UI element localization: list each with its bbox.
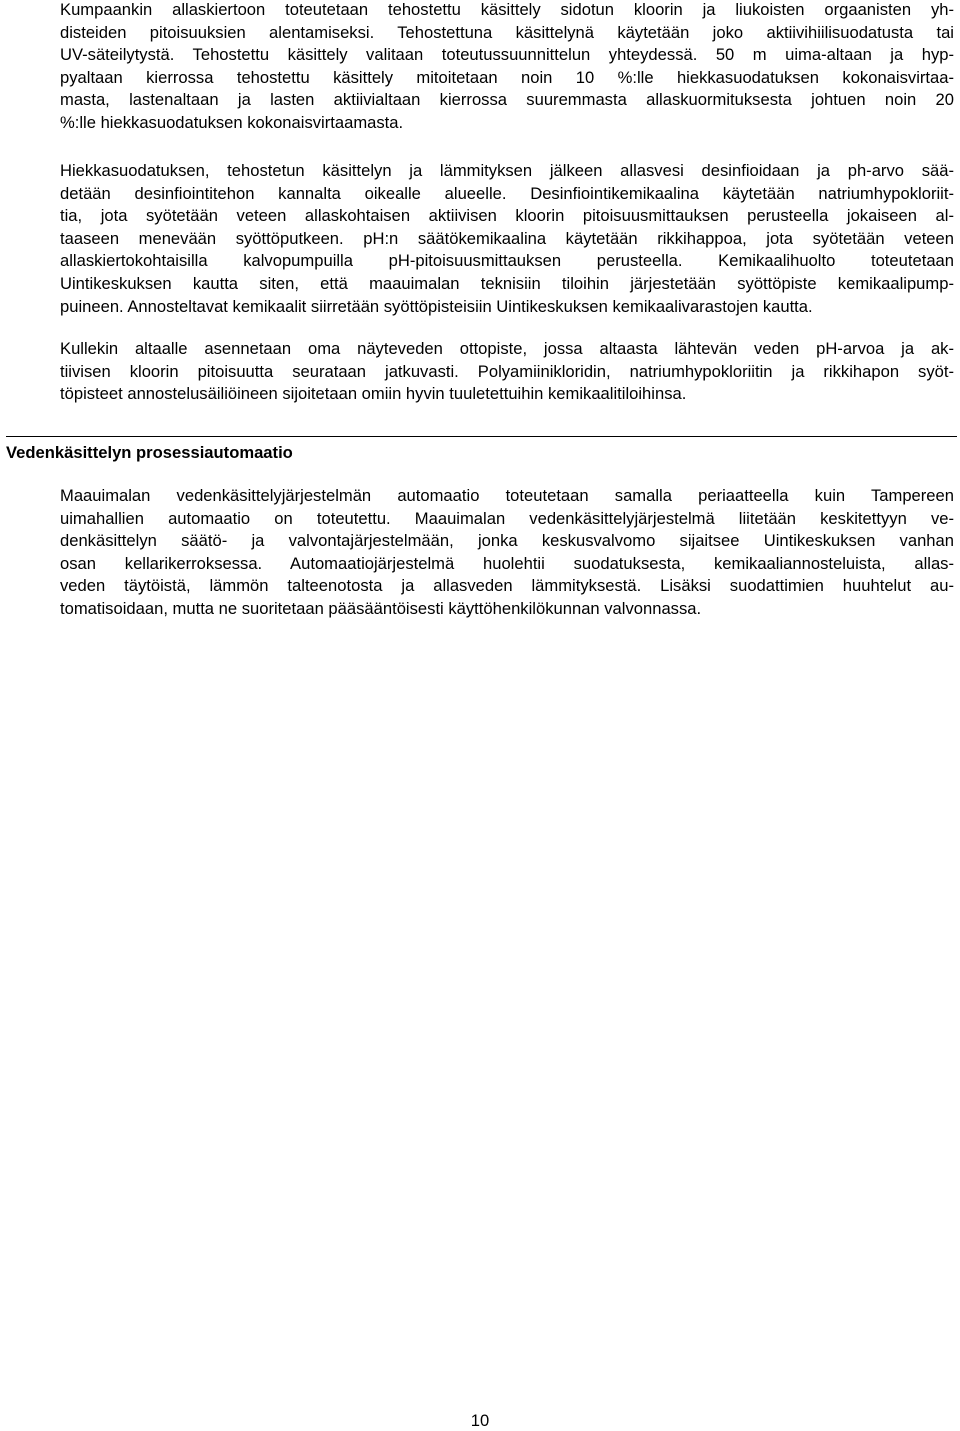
paragraph-disinfection — [60, 160, 954, 318]
text-line: uimahallien automaatio on toteutettu. Maauimalan vedenkäsittelyjärjestelmä liitetään keskitettyyn ve- — [60, 508, 954, 528]
page-number: 10 — [470, 1411, 490, 1430]
section-heading: Vedenkäsittelyn prosessiautomaatio — [6, 436, 957, 463]
text-line: tomatisoidaan, mutta ne suoritetaan pääsääntöisesti käyttöhenkilökunnan valvonnassa. — [60, 598, 702, 618]
paragraph-sampling — [60, 338, 954, 406]
text-line: töpisteet annostelusäiliöineen sijoitetaan omiin hyvin tuuletettuihin kemikaalitiloihinsa. — [60, 384, 687, 404]
text-line: taaseen menevään syöttöputkeen. pH:n säätökemikaalina käytetään rikkihappoa, jota syötetään veteen — [60, 228, 954, 248]
text-line: tia, jota syötetään veteen allaskohtaisen aktiivisen kloorin pitoisuusmittauksen perusteella jokaiseen al- — [60, 206, 954, 226]
text-line: masta, lastenaltaan ja lasten aktiivialtaan kierrossa suuremmasta allaskuormituksesta johtuen noin 20 — [60, 90, 954, 110]
text-line: puineen. Annosteltavat kemikaalit siirretään syöttöpisteisiin Uintikeskuksen kemikaalivarastojen kautta. — [60, 296, 813, 316]
text-line: Kullekin altaalle asennetaan oma näyteveden ottopiste, jossa altaasta lähtevän veden pH-arvoa ja ak- — [60, 339, 954, 358]
text-line: allaskiertokohtaisilla kalvopumpuilla pH-pitoisuusmittauksen perusteella. Kemikaalihuolto toteutetaan — [60, 251, 954, 271]
text-line: Hiekkasuodatuksen, tehostetun käsittelyn ja lämmityksen jälkeen allasvesi desinfioidaan ja ph-arvo sää- — [60, 161, 954, 180]
text-line: veden täytöistä, lämmön talteenotosta ja allasveden lämmityksestä. Lisäksi suodattimien huuhtelut au- — [60, 576, 954, 596]
text-line: tiivisen kloorin pitoisuutta seurataan jatkuvasti. Polyamiinikloridin, natriumhypokloriitin ja rikkihapon syöt- — [60, 361, 954, 381]
text-line: disteiden pitoisuuksien alentamiseksi. Tehostettuna käsittelynä käytetään joko aktiivihiilisuodatusta tai — [60, 22, 954, 42]
text-line: UV-säteilytystä. Tehostettu käsittely valitaan toteutussuunnittelun yhteydessä. 50 m uima-altaan ja hyp- — [60, 45, 954, 65]
text-line: pyaltaan kierrossa tehostettu käsittely mitoitetaan noin 10 %:lle hiekkasuodatuksen kokonaisvirtaa- — [60, 67, 954, 87]
paragraph-treatment — [60, 0, 954, 135]
text-line: %:lle hiekkasuodatuksen kokonaisvirtaamasta. — [60, 112, 404, 132]
text-line: Kumpaankin allaskiertoon toteutetaan tehostettu käsittely sidotun kloorin ja liukoisten orgaanisten yh- — [60, 0, 954, 19]
text-line: detään desinfiointitehon kannalta oikealle alueelle. Desinfiointikemikaalina käytetään natriumhypokloriit- — [60, 183, 954, 203]
text-line: osan kellarikerroksessa. Automaatiojärjestelmä huolehtii suodatuksesta, kemikaaliannosteluista, allas- — [60, 553, 954, 573]
text-line: denkäsittelyn säätö- ja valvontajärjestelmään, jonka keskusvalvomo sijaitsee Uintikeskuksen vanhan — [60, 531, 954, 551]
text-line: Uintikeskuksen kautta siten, että maauimalan teknisiin tiloihin järjestetään syöttöpiste kemikaalipump- — [60, 273, 954, 293]
paragraph-automation — [60, 485, 954, 621]
text-line: Maauimalan vedenkäsittelyjärjestelmän automaatio toteutetaan samalla periaatteella kuin Tampereen — [60, 486, 954, 505]
